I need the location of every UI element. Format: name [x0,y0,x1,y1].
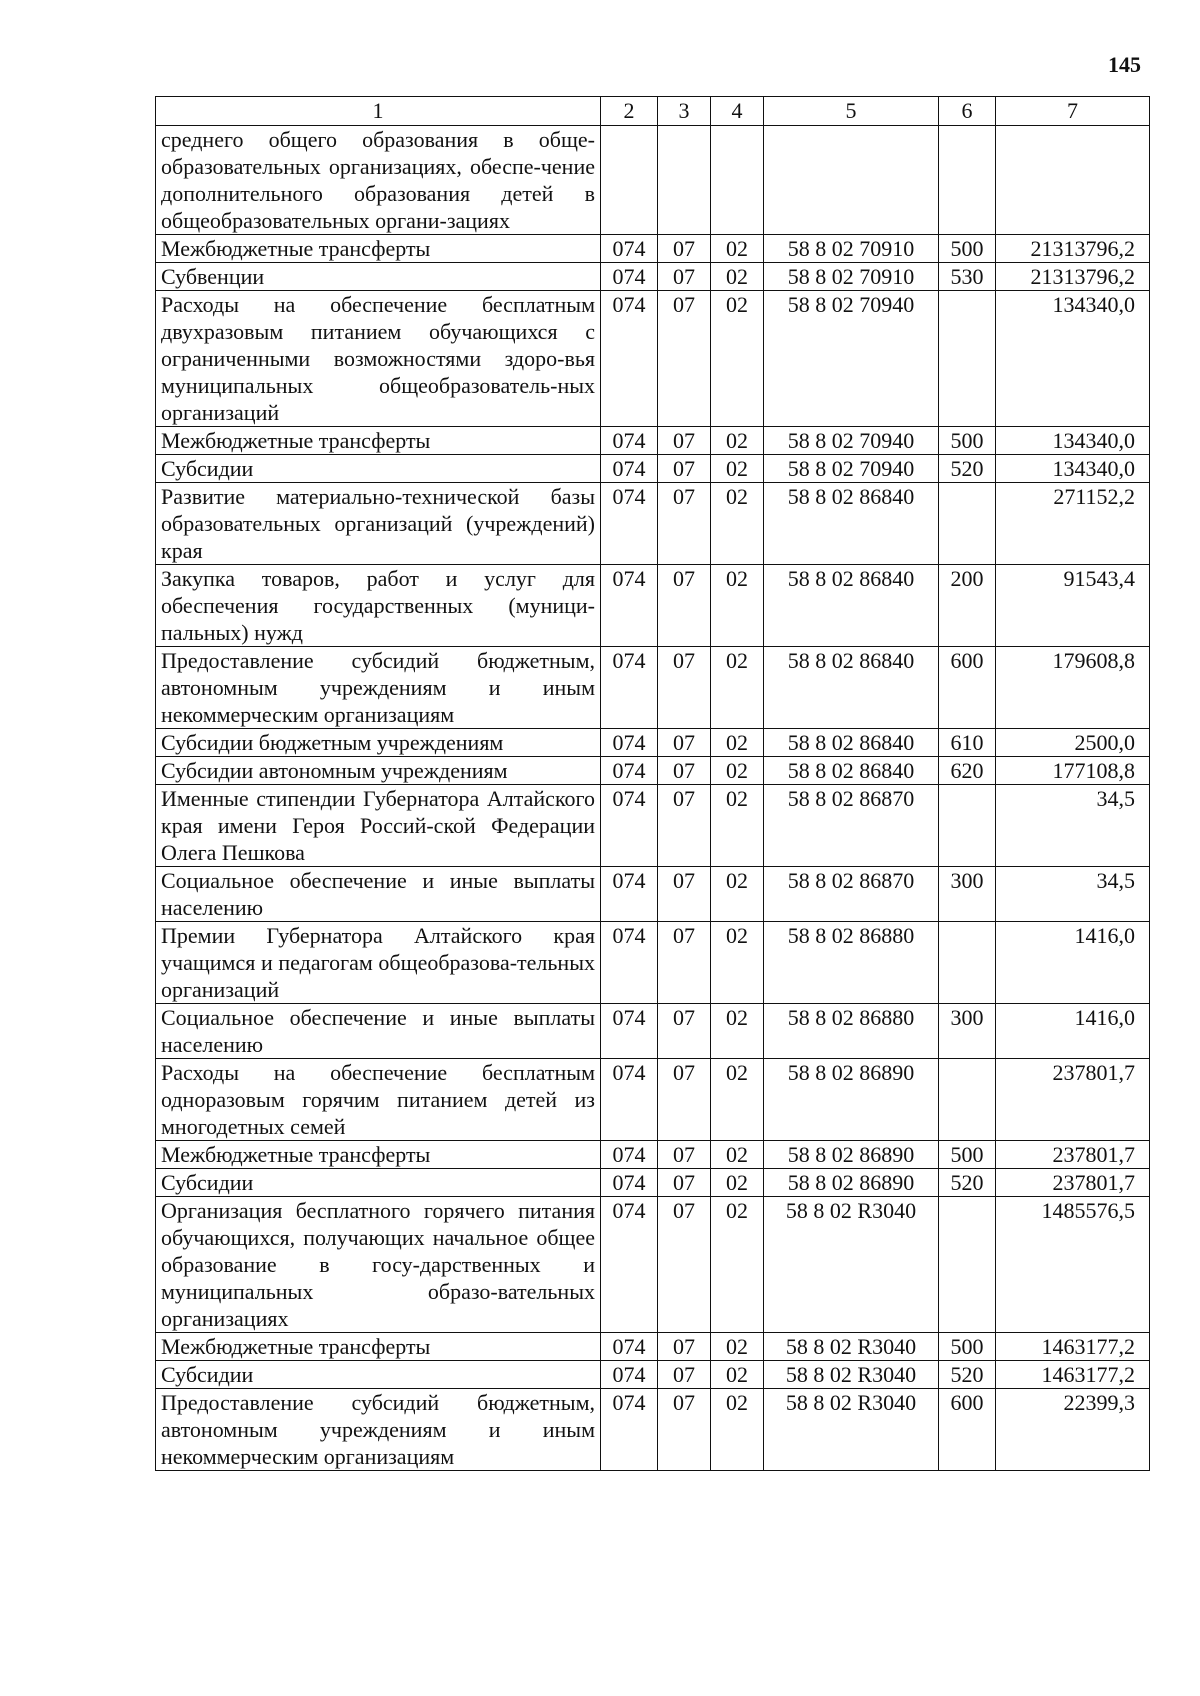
row-name-cell: Организация бесплатного горячего питания обучающихся, получающих начальное общее образование в госу-дарственных и муниципальных образо-вательных организациях [156,1197,601,1333]
row-name-cell: Расходы на обеспечение бесплатным двухразовым питанием обучающихся с ограниченными возможностями здоро-вья муниципальных общеобразователь-ных организаций [156,291,601,427]
header-cell: 5 [764,97,939,126]
amount-cell [996,126,1150,235]
target-article-cell: 58 8 02 R3040 [764,1361,939,1389]
table-row [156,867,1150,922]
expense-type-cell: 600 [939,647,996,729]
amount-cell: 271152,2 [996,483,1150,565]
row-name-cell: Предоставление субсидий бюджетным, автономным учреждениям и иным некоммерческим организациям [156,1389,601,1471]
target-article-cell: 58 8 02 R3040 [764,1333,939,1361]
admin-code-cell: 074 [601,1004,658,1059]
table-row [156,235,1150,263]
section-code-cell: 07 [658,1333,711,1361]
admin-code-cell: 074 [601,922,658,1004]
subsection-code-cell: 02 [711,1197,764,1333]
target-article-cell: 58 8 02 70910 [764,235,939,263]
section-code-cell: 07 [658,427,711,455]
table-row [156,1389,1150,1471]
section-code-cell: 07 [658,455,711,483]
amount-cell: 22399,3 [996,1389,1150,1471]
amount-cell: 34,5 [996,867,1150,922]
expense-type-cell: 520 [939,455,996,483]
expense-type-cell: 500 [939,1333,996,1361]
section-code-cell: 07 [658,729,711,757]
subsection-code-cell: 02 [711,1141,764,1169]
row-name-cell: Субсидии [156,1169,601,1197]
row-name-cell: Премии Губернатора Алтайского края учащимся и педагогам общеобразова-тельных организаций [156,922,601,1004]
expense-type-cell: 520 [939,1361,996,1389]
row-name-cell: Субсидии [156,455,601,483]
header-row [156,97,1150,126]
row-name-cell: Субсидии [156,1361,601,1389]
expense-type-cell: 620 [939,757,996,785]
row-name-cell: Закупка товаров, работ и услуг для обеспечения государственных (муници-пальных) нужд [156,565,601,647]
section-code-cell: 07 [658,785,711,867]
row-name-cell: среднего общего образования в обще-образовательных организациях, обеспе-чение дополнительного образования детей в общеобразовательных органи-зациях [156,126,601,235]
subsection-code-cell: 02 [711,263,764,291]
table-row [156,785,1150,867]
table-row [156,1059,1150,1141]
target-article-cell: 58 8 02 86880 [764,922,939,1004]
section-code-cell: 07 [658,291,711,427]
expense-type-cell [939,922,996,1004]
table-row [156,922,1150,1004]
target-article-cell: 58 8 02 70910 [764,263,939,291]
section-code-cell: 07 [658,1389,711,1471]
expense-type-cell [939,126,996,235]
section-code-cell: 07 [658,263,711,291]
subsection-code-cell: 02 [711,235,764,263]
header-cell: 1 [156,97,601,126]
subsection-code-cell: 02 [711,1333,764,1361]
admin-code-cell: 074 [601,1197,658,1333]
target-article-cell: 58 8 02 86840 [764,483,939,565]
subsection-code-cell: 02 [711,483,764,565]
table-row [156,263,1150,291]
row-name-cell: Социальное обеспечение и иные выплаты населению [156,867,601,922]
amount-cell: 237801,7 [996,1059,1150,1141]
section-code-cell [658,126,711,235]
section-code-cell: 07 [658,757,711,785]
admin-code-cell: 074 [601,785,658,867]
subsection-code-cell: 02 [711,757,764,785]
expense-type-cell: 300 [939,1004,996,1059]
section-code-cell: 07 [658,922,711,1004]
subsection-code-cell: 02 [711,647,764,729]
admin-code-cell: 074 [601,1389,658,1471]
amount-cell: 1416,0 [996,1004,1150,1059]
admin-code-cell: 074 [601,565,658,647]
row-name-cell: Социальное обеспечение и иные выплаты населению [156,1004,601,1059]
row-name-cell: Субвенции [156,263,601,291]
header-cell: 4 [711,97,764,126]
table-row [156,1141,1150,1169]
row-name-cell: Межбюджетные трансферты [156,235,601,263]
amount-cell: 1485576,5 [996,1197,1150,1333]
table-row [156,757,1150,785]
table-row [156,1197,1150,1333]
amount-cell: 177108,8 [996,757,1150,785]
target-article-cell: 58 8 02 86840 [764,729,939,757]
admin-code-cell: 074 [601,263,658,291]
subsection-code-cell: 02 [711,1361,764,1389]
section-code-cell: 07 [658,1169,711,1197]
expense-type-cell: 530 [939,263,996,291]
admin-code-cell: 074 [601,455,658,483]
admin-code-cell: 074 [601,1059,658,1141]
subsection-code-cell: 02 [711,1169,764,1197]
expense-type-cell [939,1059,996,1141]
expense-type-cell [939,1197,996,1333]
table-row [156,1333,1150,1361]
target-article-cell: 58 8 02 70940 [764,427,939,455]
expense-type-cell: 500 [939,427,996,455]
section-code-cell: 07 [658,867,711,922]
subsection-code-cell: 02 [711,867,764,922]
admin-code-cell: 074 [601,291,658,427]
header-cell: 3 [658,97,711,126]
subsection-code-cell: 02 [711,729,764,757]
expense-type-cell: 600 [939,1389,996,1471]
table-row [156,1004,1150,1059]
amount-cell: 21313796,2 [996,263,1150,291]
row-name-cell: Именные стипендии Губернатора Алтайского края имени Героя Россий-ской Федерации Олега Пешкова [156,785,601,867]
expense-type-cell [939,291,996,427]
admin-code-cell: 074 [601,1141,658,1169]
section-code-cell: 07 [658,1141,711,1169]
header-cell: 2 [601,97,658,126]
target-article-cell: 58 8 02 R3040 [764,1197,939,1333]
row-name-cell: Расходы на обеспечение бесплатным одноразовым горячим питанием детей из многодетных семей [156,1059,601,1141]
subsection-code-cell: 02 [711,785,764,867]
admin-code-cell: 074 [601,1169,658,1197]
section-code-cell: 07 [658,1059,711,1141]
table-row [156,1169,1150,1197]
header-cell: 6 [939,97,996,126]
target-article-cell: 58 8 02 86890 [764,1141,939,1169]
budget-table [155,96,1150,1471]
target-article-cell: 58 8 02 70940 [764,455,939,483]
subsection-code-cell: 02 [711,427,764,455]
table-row [156,647,1150,729]
expense-type-cell: 610 [939,729,996,757]
target-article-cell: 58 8 02 R3040 [764,1389,939,1471]
amount-cell: 21313796,2 [996,235,1150,263]
amount-cell: 134340,0 [996,455,1150,483]
admin-code-cell: 074 [601,757,658,785]
subsection-code-cell: 02 [711,1059,764,1141]
table-body [156,126,1150,1471]
expense-type-cell [939,785,996,867]
row-name-cell: Субсидии автономным учреждениям [156,757,601,785]
admin-code-cell: 074 [601,647,658,729]
admin-code-cell: 074 [601,1333,658,1361]
admin-code-cell: 074 [601,235,658,263]
table-row [156,729,1150,757]
amount-cell: 237801,7 [996,1141,1150,1169]
header-cell: 7 [996,97,1150,126]
section-code-cell: 07 [658,483,711,565]
section-code-cell: 07 [658,565,711,647]
target-article-cell: 58 8 02 86890 [764,1059,939,1141]
amount-cell: 1416,0 [996,922,1150,1004]
table-row [156,427,1150,455]
row-name-cell: Субсидии бюджетным учреждениям [156,729,601,757]
amount-cell: 91543,4 [996,565,1150,647]
row-name-cell: Межбюджетные трансферты [156,427,601,455]
row-name-cell: Межбюджетные трансферты [156,1333,601,1361]
admin-code-cell: 074 [601,729,658,757]
admin-code-cell: 074 [601,1361,658,1389]
admin-code-cell: 074 [601,483,658,565]
subsection-code-cell: 02 [711,1389,764,1471]
subsection-code-cell: 02 [711,455,764,483]
target-article-cell: 58 8 02 86880 [764,1004,939,1059]
amount-cell: 237801,7 [996,1169,1150,1197]
table-row [156,291,1150,427]
target-article-cell: 58 8 02 70940 [764,291,939,427]
row-name-cell: Развитие материально-технической базы образовательных организаций (учреждений) края [156,483,601,565]
subsection-code-cell: 02 [711,291,764,427]
row-name-cell: Предоставление субсидий бюджетным, автономным учреждениям и иным некоммерческим организациям [156,647,601,729]
target-article-cell [764,126,939,235]
table-row [156,1361,1150,1389]
target-article-cell: 58 8 02 86870 [764,785,939,867]
amount-cell: 1463177,2 [996,1333,1150,1361]
target-article-cell: 58 8 02 86890 [764,1169,939,1197]
table-row [156,126,1150,235]
amount-cell: 1463177,2 [996,1361,1150,1389]
section-code-cell: 07 [658,1361,711,1389]
section-code-cell: 07 [658,1004,711,1059]
admin-code-cell: 074 [601,427,658,455]
subsection-code-cell: 02 [711,922,764,1004]
row-name-cell: Межбюджетные трансферты [156,1141,601,1169]
amount-cell: 134340,0 [996,291,1150,427]
subsection-code-cell: 02 [711,565,764,647]
subsection-code-cell [711,126,764,235]
page-number: 145 [1108,52,1141,77]
admin-code-cell: 074 [601,867,658,922]
target-article-cell: 58 8 02 86870 [764,867,939,922]
subsection-code-cell: 02 [711,1004,764,1059]
expense-type-cell: 500 [939,235,996,263]
amount-cell: 34,5 [996,785,1150,867]
table-row [156,565,1150,647]
section-code-cell: 07 [658,647,711,729]
section-code-cell: 07 [658,235,711,263]
table-row [156,455,1150,483]
table-row [156,483,1150,565]
target-article-cell: 58 8 02 86840 [764,647,939,729]
expense-type-cell [939,483,996,565]
target-article-cell: 58 8 02 86840 [764,757,939,785]
amount-cell: 179608,8 [996,647,1150,729]
expense-type-cell: 300 [939,867,996,922]
expense-type-cell: 200 [939,565,996,647]
target-article-cell: 58 8 02 86840 [764,565,939,647]
expense-type-cell: 500 [939,1141,996,1169]
section-code-cell: 07 [658,1197,711,1333]
amount-cell: 134340,0 [996,427,1150,455]
expense-type-cell: 520 [939,1169,996,1197]
amount-cell: 2500,0 [996,729,1150,757]
admin-code-cell [601,126,658,235]
